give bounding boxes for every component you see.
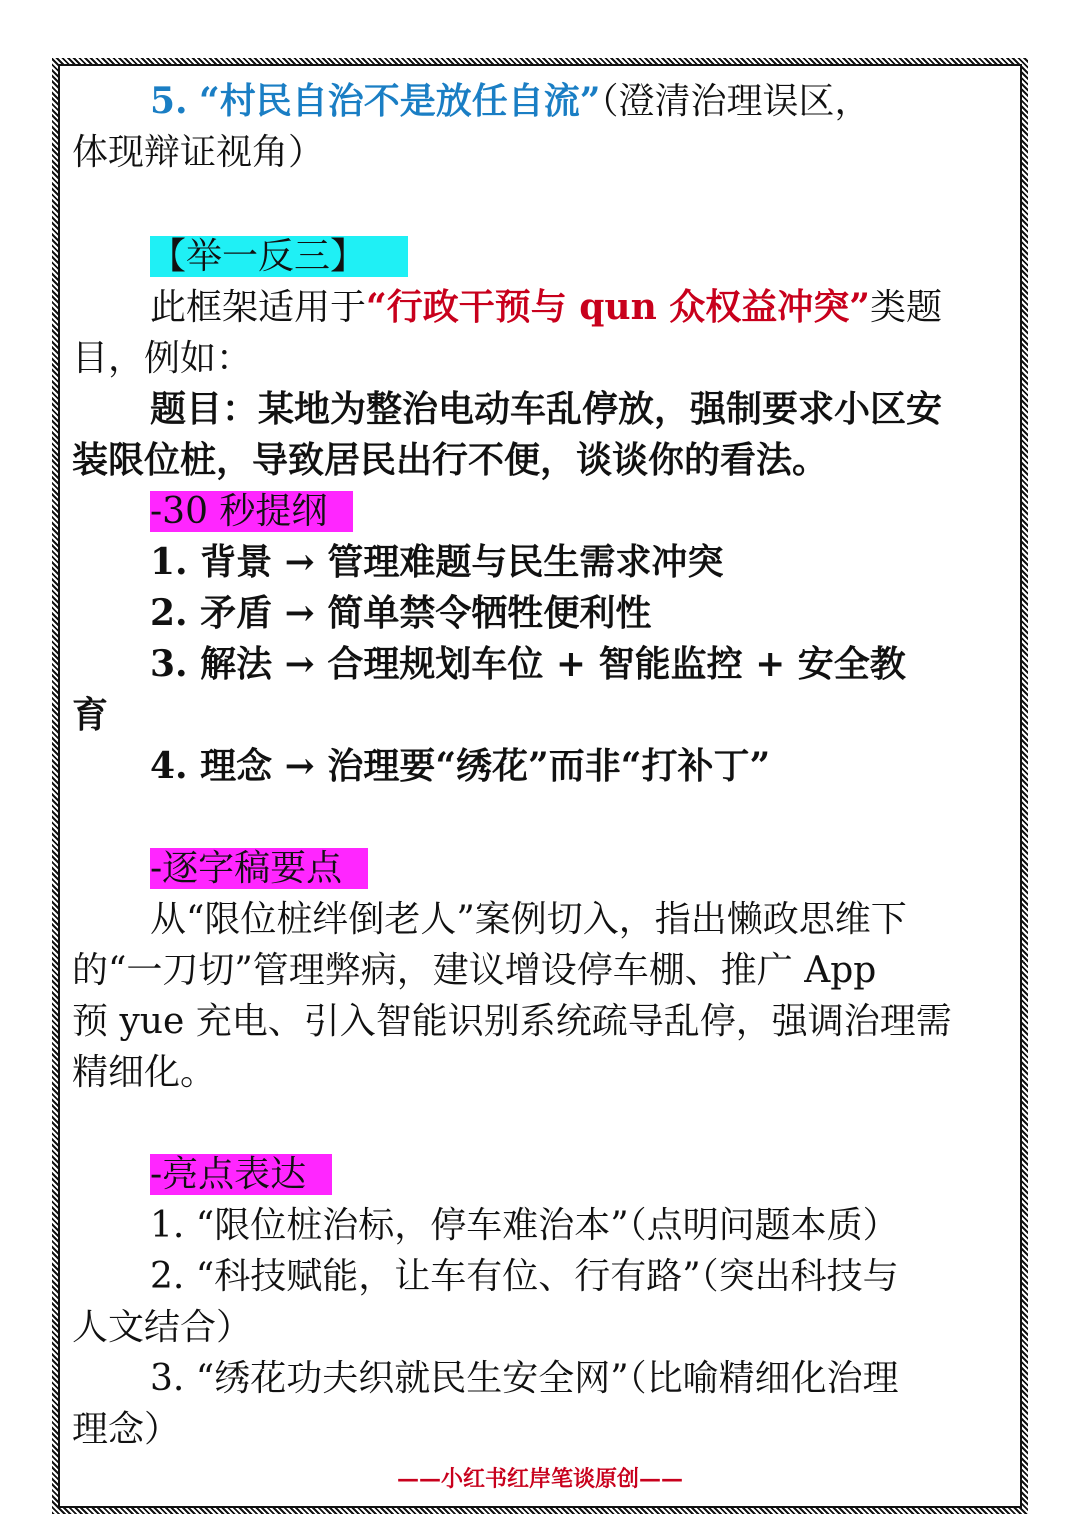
draft-line-2: 的“一刀切”管理弊病，建议增设停车棚、推广 App bbox=[72, 950, 877, 991]
highlight-line-2-cont: 人文结合） bbox=[72, 1307, 253, 1348]
outline-item-1: 1. 背景 → 管理难题与民生需求冲突 bbox=[150, 541, 724, 583]
intro-line bbox=[72, 282, 1018, 333]
intro-suffix: 类题 bbox=[870, 287, 943, 328]
intro-highlight: “行政干预与 qun 众权益冲突” bbox=[366, 286, 871, 328]
highlight-line-3: 3. “绣花功夫织就民生安全网”（比喻精细化治理 bbox=[150, 1358, 899, 1399]
highlight-line-1: 1. “限位桩治标，停车难治本”（点明问题本质） bbox=[150, 1205, 899, 1246]
draft-label: -逐字稿要点 bbox=[150, 848, 368, 889]
highlight-line-2: 2. “科技赋能，让车有位、行有路”（突出科技与 bbox=[150, 1256, 899, 1297]
section-label: 【举一反三】 bbox=[150, 236, 408, 277]
highlight-line-3-cont: 理念） bbox=[72, 1409, 181, 1450]
draft-label-line bbox=[72, 843, 1018, 894]
item5-title: “村民自治不是放任自流” bbox=[199, 80, 601, 122]
outline-item-2: 2. 矛盾 → 简单禁令牺牲便利性 bbox=[150, 592, 652, 634]
question-line-1: 题目：某地为整治电动车乱停放，强制要求小区安 bbox=[150, 388, 943, 430]
outline-item-3-cont: 育 bbox=[72, 694, 109, 736]
question-line-2: 装限位桩，导致居民出行不便，谈谈你的看法。 bbox=[72, 439, 829, 481]
draft-line-4: 精细化。 bbox=[72, 1052, 217, 1093]
item5-line bbox=[72, 76, 1018, 127]
page-frame bbox=[52, 58, 1028, 1514]
outline-item-3: 3. 解法 → 合理规划车位 + 智能监控 + 安全教 bbox=[150, 643, 906, 685]
item5-number: 5. bbox=[150, 80, 188, 122]
outline-item-4: 4. 理念 → 治理要“绣花”而非“打补丁” bbox=[150, 745, 771, 787]
section-label-line bbox=[72, 231, 1018, 282]
highlights-label: -亮点表达 bbox=[150, 1154, 332, 1195]
intro-prefix: 此框架适用于 bbox=[150, 287, 367, 328]
draft-line-3: 预 yue 充电、引入智能识别系统疏导乱停，强调治理需 bbox=[72, 1001, 952, 1042]
item5-note-cont: 体现辩证视角） bbox=[72, 132, 325, 173]
document-body bbox=[72, 76, 1018, 1455]
highlights-label-line bbox=[72, 1149, 1018, 1200]
outline-label: -30 秒提纲 bbox=[150, 491, 353, 532]
outline-label-line bbox=[72, 486, 1018, 537]
footer-credit: ——小红书红岸笔谈原创—— bbox=[396, 1466, 683, 1492]
draft-line-1: 从“限位桩绊倒老人”案例切入，指出懒政思维下 bbox=[150, 899, 907, 940]
item5-note: （澄清治理误区， bbox=[600, 81, 871, 122]
intro-cont: 目，例如： bbox=[72, 338, 253, 379]
